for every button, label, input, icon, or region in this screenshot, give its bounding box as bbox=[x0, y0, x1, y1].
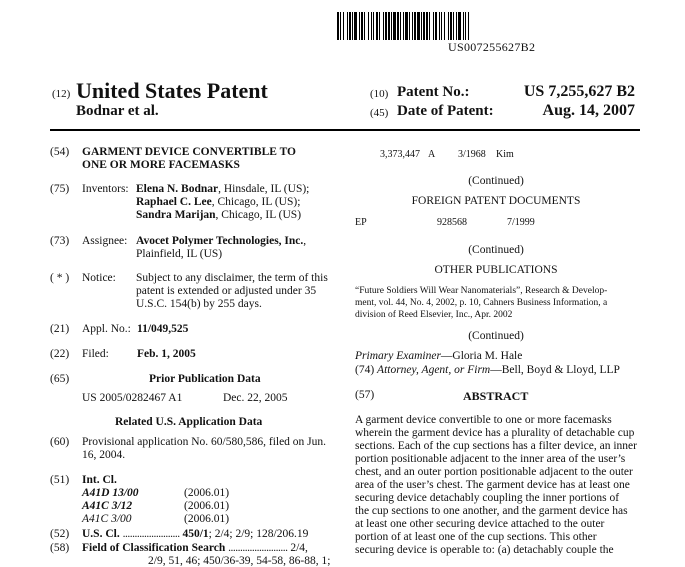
barcode-bar bbox=[361, 12, 363, 40]
barcode-bar bbox=[435, 12, 437, 40]
field-code: (58) bbox=[50, 542, 70, 554]
abstract-line: securing device is operable to: (a) detachably couple the bbox=[355, 544, 614, 556]
abstract-line: portion of at least one of the cup sections. This other bbox=[355, 531, 597, 543]
appl-code: (21) bbox=[50, 323, 70, 335]
barcode-bar bbox=[376, 12, 378, 40]
barcode-bar bbox=[347, 12, 348, 40]
date-label: Date of Patent: bbox=[397, 103, 494, 119]
uscl-code: (52) bbox=[50, 528, 70, 540]
abstract-line: A garment device convertible to one or more facemasks bbox=[355, 414, 612, 426]
inventor-3: Sandra Marijan, Chicago, IL (US) bbox=[136, 209, 302, 221]
patent-no-label: Patent No.: bbox=[397, 84, 470, 100]
title-code: (54) bbox=[50, 146, 70, 158]
barcode-bar bbox=[343, 12, 344, 40]
barcode-bar bbox=[448, 12, 449, 40]
barcode-bar bbox=[450, 12, 452, 40]
inventors-label: Inventors: bbox=[82, 183, 129, 195]
continued-1: (Continued) bbox=[468, 175, 524, 187]
related-heading: Related U.S. Application Data bbox=[115, 416, 263, 428]
foreign-country: EP bbox=[355, 217, 367, 228]
abstract-line: chest, and an outer portion positionable adjacent to the outer bbox=[355, 466, 633, 478]
inventor-1: Elena N. Bodnar, Hinsdale, IL (US); bbox=[136, 183, 310, 195]
barcode-bar bbox=[391, 12, 392, 40]
notice-code: ( * ) bbox=[50, 272, 70, 284]
notice-line-2: patent is extended or adjusted under 35 bbox=[136, 285, 317, 297]
filed-label: Filed: bbox=[82, 348, 109, 360]
barcode-bar bbox=[439, 12, 440, 40]
intcl-code-2: A41C 3/12 bbox=[82, 500, 133, 512]
barcode-bar bbox=[364, 12, 365, 40]
uscl-line: U.S. Cl. ........................ 450/1; 2/4; 2/9; 128/206.19 bbox=[82, 528, 309, 540]
inventor-2: Raphael C. Lee, Chicago, IL (US); bbox=[136, 196, 301, 208]
barcode-bar bbox=[400, 12, 401, 40]
abstract-line: area of the user’s chest. The garment device has at least one bbox=[355, 479, 630, 491]
continued-3: (Continued) bbox=[468, 330, 524, 342]
header-rule bbox=[50, 129, 640, 131]
foreign-number: 928568 bbox=[437, 217, 467, 228]
barcode-bar bbox=[423, 12, 425, 40]
intcl-code-3: A41C 3/00 bbox=[82, 513, 132, 525]
intcl-year-1: (2006.01) bbox=[184, 487, 230, 499]
barcode-bar bbox=[368, 12, 369, 40]
code-10: (10) bbox=[370, 88, 389, 100]
provisional-code: (60) bbox=[50, 436, 70, 448]
code-12: (12) bbox=[52, 88, 71, 100]
barcode-bar bbox=[458, 12, 461, 40]
abstract-line: at least one other securing device attached to the outer bbox=[355, 518, 605, 530]
barcode-bar bbox=[354, 12, 357, 40]
barcode-bar bbox=[456, 12, 457, 40]
barcode-bar bbox=[429, 12, 430, 40]
ref-kind: A bbox=[428, 149, 436, 160]
barcode-bar bbox=[463, 12, 464, 40]
prior-pub-date: Dec. 22, 2005 bbox=[223, 392, 288, 404]
appl-label: Appl. No.: bbox=[82, 323, 131, 335]
inventor-short: Bodnar et al. bbox=[76, 103, 159, 119]
barcode-bar bbox=[371, 12, 372, 40]
barcode-bar bbox=[465, 12, 466, 40]
barcode-bar bbox=[393, 12, 396, 40]
barcode-bar bbox=[444, 12, 445, 40]
barcode-bar bbox=[373, 12, 374, 40]
barcode-bar bbox=[453, 12, 454, 40]
title-line-1: GARMENT DEVICE CONVERTIBLE TO bbox=[82, 146, 296, 158]
other-pub-line-3: division of Reed Elsevier, Inc., Apr. 2002 bbox=[355, 310, 513, 320]
intcl-code: (51) bbox=[50, 474, 70, 486]
abstract-heading: ABSTRACT bbox=[463, 389, 529, 403]
prior-heading: Prior Publication Data bbox=[149, 373, 261, 385]
intcl-year-3: (2006.01) bbox=[184, 513, 230, 525]
primary-examiner: Primary Examiner—Gloria M. Hale bbox=[355, 350, 523, 362]
intcl-code-1: A41D 13/00 bbox=[82, 487, 139, 499]
patent-number: US 7,255,627 B2 bbox=[523, 83, 635, 100]
other-pub-line-1: “Future Soldiers Will Wear Nanomaterials”, Research & Develop- bbox=[355, 286, 608, 296]
title-line-2: ONE OR MORE FACEMASKS bbox=[82, 159, 240, 171]
barcode-bar bbox=[414, 12, 416, 40]
barcode-bar bbox=[340, 12, 341, 40]
barcode-bar bbox=[433, 12, 434, 40]
ref-number: 3,373,447 bbox=[380, 149, 420, 160]
prior-code: (65) bbox=[50, 373, 70, 385]
barcode-bar bbox=[385, 12, 387, 40]
barcode-bar bbox=[426, 12, 428, 40]
assignee-label: Assignee: bbox=[82, 235, 128, 247]
barcode-bar bbox=[337, 12, 339, 40]
barcode-bar bbox=[388, 12, 390, 40]
barcode-bar bbox=[403, 12, 404, 40]
abstract-line: the cup sections to one another, and the garment device has bbox=[355, 505, 628, 517]
patent-type: United States Patent bbox=[76, 78, 268, 103]
intcl-year-2: (2006.01) bbox=[184, 500, 230, 512]
other-pub-line-2: ment, vol. 44, No. 4, 2002, p. 10, Cahners Business Information, a bbox=[355, 298, 608, 308]
barcode-bar bbox=[352, 12, 353, 40]
intcl-label: Int. Cl. bbox=[82, 474, 117, 486]
foreign-heading: FOREIGN PATENT DOCUMENTS bbox=[411, 195, 581, 207]
barcode-bar bbox=[468, 12, 469, 40]
abstract-line: wherein the garment device has a plurality of detachable cup bbox=[355, 427, 635, 439]
filed-code: (22) bbox=[50, 348, 70, 360]
barcode-bar bbox=[405, 12, 408, 40]
assignee-name: Avocet Polymer Technologies, Inc., bbox=[136, 235, 307, 247]
barcode-bar bbox=[397, 12, 399, 40]
other-pub-heading: OTHER PUBLICATIONS bbox=[434, 264, 558, 276]
abstract-line: sections. Each of the cup sections has a filter device, an inner bbox=[355, 440, 637, 452]
patent-date: Aug. 14, 2007 bbox=[542, 102, 635, 119]
inventors-code: (75) bbox=[50, 183, 70, 195]
barcode-bar bbox=[412, 12, 413, 40]
provisional-line-1: Provisional application No. 60/580,586, filed on Jun. bbox=[82, 436, 327, 448]
barcode-bar bbox=[383, 12, 384, 40]
barcode-bar bbox=[359, 12, 360, 40]
barcode-bar bbox=[417, 12, 420, 40]
notice-line-3: U.S.C. 154(b) by 255 days. bbox=[136, 298, 262, 310]
assignee-code: (73) bbox=[50, 235, 70, 247]
barcode bbox=[337, 12, 633, 40]
barcode-bar bbox=[379, 12, 380, 40]
abstract-code: (57) bbox=[355, 389, 375, 401]
field-line-2: 2/9, 51, 46; 450/36-39, 54-58, 86-88, 1; bbox=[148, 555, 331, 567]
prior-pub-number: US 2005/0282467 A1 bbox=[82, 392, 183, 404]
barcode-bar bbox=[441, 12, 442, 40]
ref-date: 3/1968 bbox=[458, 149, 486, 160]
provisional-line-2: 16, 2004. bbox=[82, 449, 126, 461]
foreign-date: 7/1999 bbox=[507, 217, 535, 228]
code-45: (45) bbox=[370, 107, 389, 119]
continued-2: (Continued) bbox=[468, 244, 524, 256]
appl-number: 11/049,525 bbox=[137, 323, 189, 335]
barcode-bar bbox=[349, 12, 351, 40]
field-line: Field of Classification Search ......................... 2/4, bbox=[82, 542, 308, 554]
ref-name: Kim bbox=[496, 149, 514, 160]
attorney-line: (74) Attorney, Agent, or Firm—Bell, Boyd & Lloyd, LLP bbox=[355, 364, 620, 376]
notice-label: Notice: bbox=[82, 272, 116, 284]
barcode-bar bbox=[421, 12, 422, 40]
filed-date: Feb. 1, 2005 bbox=[137, 348, 196, 360]
document-number: US007255627B2 bbox=[448, 40, 536, 54]
abstract-line: securing device detachably coupling the inner portions of bbox=[355, 492, 620, 504]
notice-line-1: Subject to any disclaimer, the term of this bbox=[136, 272, 328, 284]
assignee-location: Plainfield, IL (US) bbox=[136, 248, 223, 260]
abstract-line: portion positionable adjacent to the inner area of the user’s bbox=[355, 453, 626, 465]
barcode-bar bbox=[409, 12, 410, 40]
